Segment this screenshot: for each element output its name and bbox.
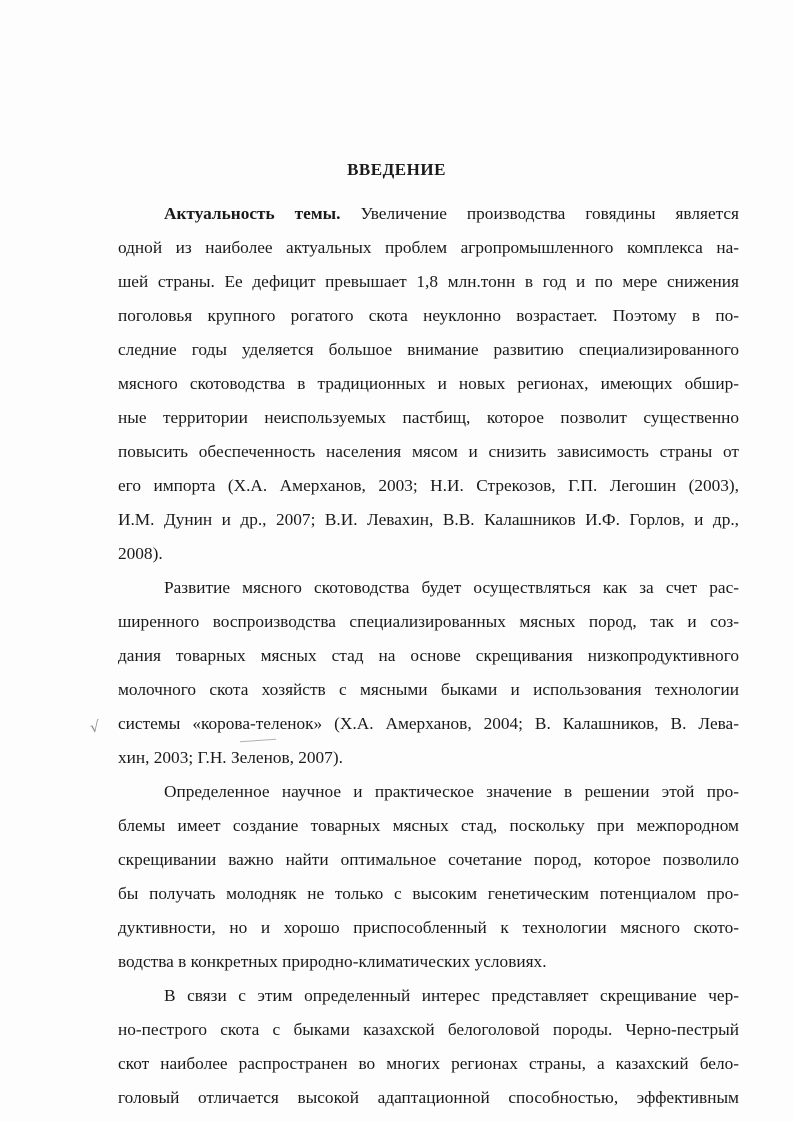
text-line: водства в конкретных природно-климатических условиях. — [118, 952, 547, 971]
text-line: Определенное научное и практическое значение в решении этой про- — [164, 782, 739, 801]
lead-text: Увеличение производства говядины является — [340, 204, 739, 223]
lead-heading: Актуальность темы. — [164, 204, 341, 223]
text-line: Развитие мясного скотоводства будет осуществляться как за счет рас- — [164, 578, 739, 597]
text-line: ные территории неиспользуемых пастбищ, которое позволит существенно — [118, 408, 739, 427]
text-line: мясного скотоводства в традиционных и новых регионах, имеющих обшир- — [118, 374, 739, 393]
text-line: хин, 2003; Г.Н. Зеленов, 2007). — [118, 748, 343, 767]
text-line: 2008). — [118, 544, 163, 563]
text-line: скот наиболее распространен во многих регионах страны, а казахский бело- — [118, 1054, 739, 1073]
text-line: но-пестрого скота с быками казахской белоголовой породы. Черно-пестрый — [118, 1020, 739, 1039]
text-line — [164, 197, 739, 231]
text-line: шей страны. Ее дефицит превышает 1,8 млн.тонн в год и по мере снижения — [118, 272, 739, 291]
text-line: дания товарных мясных стад на основе скрещивания низкопродуктивного — [118, 646, 739, 665]
text-line: бы получать молодняк не только с высоким генетическим потенциалом про- — [118, 884, 739, 903]
text-line: И.М. Дунин и др., 2007; В.И. Левахин, В.В. Калашников И.Ф. Горлов, и др., — [118, 510, 739, 529]
text-line: поголовья крупного рогатого скота неуклонно возрастает. Поэтому в по- — [118, 306, 739, 325]
text-line: одной из наиболее актуальных проблем агропромышленного комплекса на- — [118, 238, 739, 257]
text-line: следние годы уделяется большое внимание развитию специализированного — [118, 340, 739, 359]
text-line: дуктивности, но и хорошо приспособленный к технологии мясного ското- — [118, 918, 739, 937]
text-line: головый отличается высокой адаптационной способностью, эффективным — [118, 1088, 739, 1107]
text-line: системы «корова-теленок» (Х.А. Амерханов, 2004; В. Калашников, В. Лева- — [118, 714, 739, 733]
page-title: ВВЕДЕНИЕ — [347, 160, 446, 179]
text-line: скрещивании важно найти оптимальное сочетание пород, которое позволило — [118, 850, 739, 869]
text-line: молочного скота хозяйств с мясными быками и использования технологии — [118, 680, 739, 699]
text-line: его импорта (Х.А. Амерханов, 2003; Н.И. Стрекозов, Г.П. Легошин (2003), — [118, 476, 739, 495]
text-line: ширенного воспроизводства специализированных мясных пород, так и соз- — [118, 612, 739, 631]
text-line: В связи с этим определенный интерес представляет скрещивание чер- — [164, 986, 739, 1005]
text-line: повысить обеспеченность населения мясом и снизить зависимость страны от — [118, 442, 739, 461]
margin-check-mark: √ — [88, 717, 101, 737]
text-line: блемы имеет создание товарных мясных стад, поскольку при межпородном — [118, 816, 739, 835]
